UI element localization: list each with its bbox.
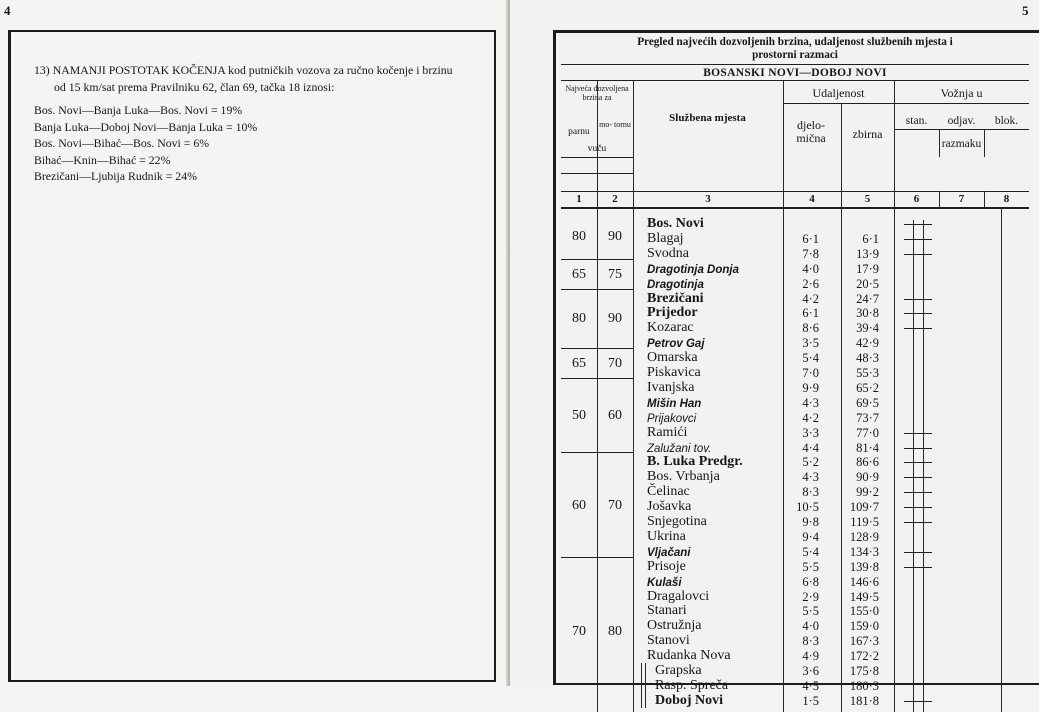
partial-distance: 7·0 [802,366,819,380]
partial-distance: 6·8 [802,574,819,589]
parnu-header: parnu [568,127,590,137]
note-paragraph [34,62,454,95]
total-distance: 86·6 [856,455,879,470]
partial-distance: 5·5 [802,559,819,574]
station-name: Ukrina [647,528,686,544]
partial-distance: 9·4 [802,529,819,544]
total-distance: 55·3 [856,366,879,380]
total-distance: 30·8 [856,306,879,321]
station-name: Prijakovci [647,412,697,425]
partial-distance: 8·3 [802,634,819,649]
partial-distance: 2·6 [802,276,819,291]
station-name: Stanari [647,603,687,619]
total-distance: 180·3 [849,678,879,693]
column-number: 1 [576,193,582,205]
partial-distance: 4·9 [802,649,819,664]
total-distance: 159·0 [849,619,879,634]
station-name: Rudanka Nova [647,648,731,664]
total-distance: 48·3 [856,351,879,366]
station-name: Dragotinja [647,278,704,291]
total-distance: 119·5 [850,515,879,529]
partial-distance: 9·8 [802,515,819,529]
partial-distance: 4·2 [802,291,819,306]
station-name: Stanovi [647,633,690,649]
partial-distance: 3·6 [802,664,819,678]
total-distance: 128·9 [849,529,879,544]
partial-distance: 4·3 [802,470,819,485]
station-name: Petrov Gaj [647,338,705,351]
station-name: Blagaj [647,230,684,246]
total-distance: 149·5 [849,589,879,604]
total-distance: 65·2 [856,380,879,395]
partial-distance: 4·0 [802,261,819,276]
speed-parnu: 50 [572,408,586,424]
total-distance: 90·9 [856,470,879,485]
station-name: Ostružnja [647,618,702,634]
total-distance: 13·9 [856,246,879,261]
partial-distance: 4·0 [802,619,819,634]
partial-distance: 4·2 [802,410,819,425]
distance-header: Udaljenost [812,86,865,100]
partial-distance: 7·8 [802,246,819,261]
station-name: Grapska [655,663,702,678]
partial-distance-header: djelo- mična [796,118,826,145]
station-name: Brezičani [647,290,704,306]
total-distance: 17·9 [856,261,879,276]
total-distance: 6·1 [862,231,879,246]
blok-header: blok. [994,115,1019,127]
speed-parnu: 65 [572,356,586,371]
station-name: Mišin Han [647,397,702,410]
max-speed-header: Najveća dozvoljena brzina za [565,84,629,102]
speed-motornu: 60 [608,408,622,424]
left-page [0,0,516,686]
braking-note [34,62,454,185]
partial-distance: 6·1 [802,231,819,246]
column-number: 3 [705,193,711,205]
column-number: 6 [913,193,920,205]
station-name: Zalužani tov. [647,442,712,455]
column-number: 7 [958,193,965,205]
total-distance: 109·7 [849,500,879,515]
stations-header: Službena mjesta [669,112,746,124]
partial-distance: 4·3 [802,395,819,410]
route-name: BOSANSKI NOVI—DOBOJ NOVI [703,67,887,79]
total-distance-header: zbirna [852,127,883,141]
station-name: Kozarac [647,320,694,336]
note-line: Banja Luka—Doboj Novi—Banja Luka = 10% [34,119,258,134]
total-distance: 69·5 [856,395,879,410]
odjav-header: odjav. [947,115,976,127]
station-name: Kulaši [647,576,682,589]
station-name: Svodna [647,245,689,261]
partial-distance: 1·5 [802,693,819,708]
partial-distance: 2·9 [802,589,819,604]
note-line: Bos. Novi—Bihać—Bos. Novi = 6% [34,136,210,150]
table-title-line2: prostorni razmaci [752,48,838,61]
table-title [561,36,1029,61]
station-name: Bos. Novi [647,216,704,231]
total-distance: 24·7 [856,291,879,306]
partial-distance: 9·9 [802,380,819,395]
speed-motornu: 70 [608,497,622,513]
total-distance: 81·4 [856,440,879,455]
partial-distance: 10·5 [796,500,819,515]
razmaku-header: razmaku [941,138,982,150]
note-line: Brezičani—Ljubija Rudnik = 24% [34,169,197,183]
station-name: Piskavica [647,365,701,380]
stan-header: stan. [905,115,928,127]
note-line: Bihać—Knin—Bihać = 22% [34,152,171,167]
partial-distance: 8·6 [802,321,819,336]
partial-distance: 4·4 [802,440,819,455]
partial-distance: 6·1 [802,306,819,321]
total-distance: 155·0 [849,604,879,619]
column-number: 5 [864,193,871,205]
total-distance: 20·5 [856,276,879,291]
station-name: Vljačani [647,546,691,559]
note-line: Bos. Novi—Banja Luka—Bos. Novi = 19% [34,103,243,117]
note-text: NAMANJI POSTOTAK KOČENJA kod putničkih vozova za ručno kočenje i brzinu od 15 km/sat prema Pravilniku 62, član 69, tačka 18 iznosi: [52,63,453,94]
total-distance: 42·9 [856,336,879,351]
table-title-line1: Pregled najvećih dozvoljenih brzina, udaljenost službenih mjesta i [637,36,953,48]
partial-distance: 3·3 [802,425,819,440]
station-name: B. Luka Predgr. [647,454,743,470]
station-name: Prisoje [647,558,686,574]
station-name: Omarska [647,350,698,366]
total-distance: 39·4 [856,321,879,336]
station-name: Doboj Novi [655,692,724,708]
partial-distance: 5·5 [802,604,819,619]
note-lines [34,102,454,185]
column-number: 4 [809,193,815,205]
station-name: Bos. Vrbanja [647,469,720,485]
total-distance: 73·7 [856,410,879,425]
partial-distance: 5·4 [802,351,819,366]
total-distance: 134·3 [849,544,879,559]
partial-distance: 3·5 [802,336,819,351]
total-distance: 181·8 [849,693,879,708]
speed-motornu: 80 [608,624,622,640]
station-name: Prijedor [647,305,698,321]
speed-motornu: 70 [608,356,622,371]
total-distance: 139·8 [849,559,879,574]
speed-parnu: 65 [572,266,586,282]
speed-parnu: 70 [572,624,586,640]
station-name: Snjegotina [647,514,707,529]
page-number-right: 5 [1022,3,1029,18]
speed-parnu: 80 [572,311,586,327]
station-name: Ivanjska [647,379,695,395]
travel-header: Vožnja u [940,86,983,100]
station-name: Čelinac [647,484,690,500]
total-distance: 172·2 [849,649,879,664]
total-distance: 77·0 [856,425,879,440]
total-distance: 146·6 [849,574,879,589]
station-name: Jošavka [647,499,692,515]
column-number: 2 [612,193,618,205]
station-name: Dragalovci [647,588,710,604]
partial-distance: 5·2 [802,455,819,470]
station-name: Dragotinja Donja [647,263,740,276]
column-number: 8 [1003,193,1010,205]
motornu-header: mo- tornu [599,120,631,129]
page-number-left: 4 [4,3,11,18]
total-distance: 175·8 [849,664,879,678]
station-name: Rasp. Spreča [655,677,729,693]
partial-distance: 5·4 [802,544,819,559]
note-number: 13) [34,63,50,77]
total-distance: 167·3 [849,634,879,649]
vucu-header: vuču [587,144,607,154]
partial-distance: 4·5 [802,678,819,693]
speed-motornu: 90 [608,311,622,327]
speed-parnu: 60 [572,497,586,513]
partial-distance: 8·3 [802,485,819,500]
speed-motornu: 90 [608,229,622,245]
station-name: Ramići [647,424,688,440]
total-distance: 99·2 [856,485,879,500]
speed-parnu: 80 [572,229,586,245]
speed-motornu: 75 [608,266,622,282]
